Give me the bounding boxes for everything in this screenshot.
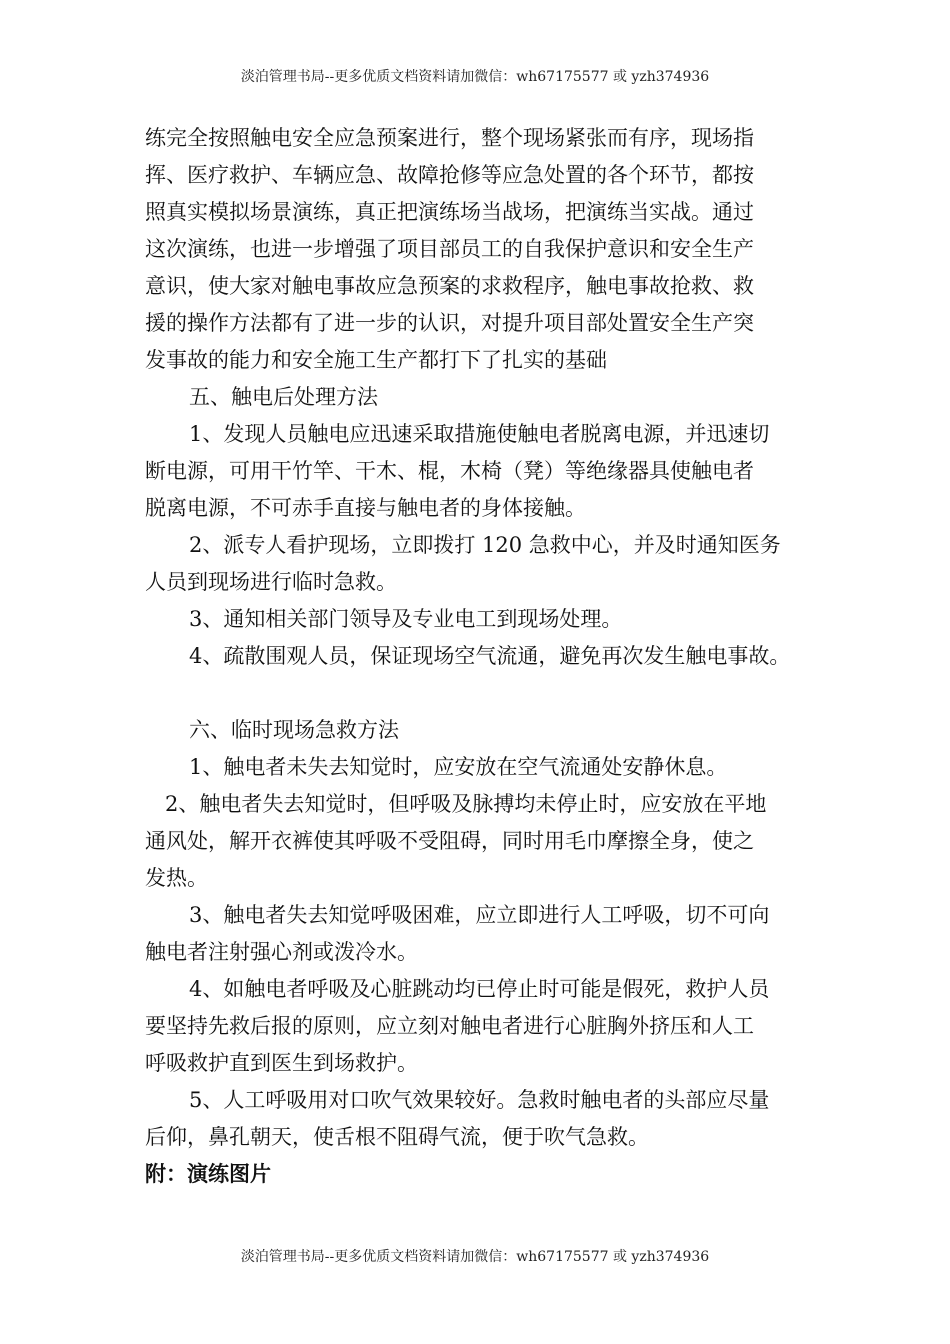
text-line: 练完全按照触电安全应急预案进行，整个现场紧张而有序，现场指 [145,126,754,150]
text-line: 呼吸救护直到医生到场救护。 [145,1051,418,1075]
text-line: 断电源，可用干竹竿、干木、棍，木椅（凳）等绝缘器具使触电者 [145,459,754,483]
text-line: 2、派专人看护现场，立即拨打 120 急救中心，并及时通知医务 [189,533,781,557]
text-line: 3、通知相关部门领导及专业电工到现场处理。 [189,607,623,631]
text-line: 援的操作方法都有了进一步的认识，对提升项目部处置安全生产突 [145,311,754,335]
text-line: 后仰，鼻孔朝天，使舌根不阻碍气流，便于吹气急救。 [145,1125,649,1149]
text-line: 人员到现场进行临时急救。 [145,570,397,594]
page-header: 淡泊管理书局--更多优质文档资料请加微信：wh67175577 或 yzh374936 [240,69,710,85]
text-line: 通风处，解开衣裤使其呼吸不受阻碍，同时用毛巾摩擦全身，使之 [145,829,754,853]
text-line: 4、如触电者呼吸及心脏跳动均已停止时可能是假死，救护人员 [189,977,770,1001]
text-line: 这次演练，也进一步增强了项目部员工的自我保护意识和安全生产 [145,237,754,261]
text-line: 触电者注射强心剂或泼冷水。 [145,940,418,964]
text-line: 意识，使大家对触电事故应急预案的求救程序，触电事故抢救、救 [145,274,754,298]
text-line: 1、触电者未失去知觉时，应安放在空气流通处安静休息。 [189,755,728,779]
text-line: 脱离电源，不可赤手直接与触电者的身体接触。 [145,496,586,520]
text-line: 照真实模拟场景演练，真正把演练场当战场，把演练当实战。通过 [145,200,754,224]
appendix-heading: 附：演练图片 [145,1162,271,1186]
text-line: 发事故的能力和安全施工生产都打下了扎实的基础 [145,348,607,372]
blank-line [145,675,815,712]
page-footer: 淡泊管理书局--更多优质文档资料请加微信：wh67175577 或 yzh374936 [240,1249,710,1265]
text-line: 3、触电者失去知觉呼吸困难，应立即进行人工呼吸，切不可向 [189,903,770,927]
text-line: 4、疏散围观人员，保证现场空气流通，避免再次发生触电事故。 [189,644,791,668]
text-line: 5、人工呼吸用对口吹气效果较好。急救时触电者的头部应尽量 [189,1088,770,1112]
text-line: 挥、医疗救护、车辆应急、故障抢修等应急处置的各个环节，都按 [145,163,754,187]
text-line: 要坚持先救后报的原则，应立刻对触电者进行心脏胸外挤压和人工 [145,1014,754,1038]
document-body [145,120,815,1193]
section-heading: 六、临时现场急救方法 [189,718,399,742]
section-heading: 五、触电后处理方法 [189,385,378,409]
text-line: 发热。 [145,866,208,890]
text-line: 2、触电者失去知觉时，但呼吸及脉搏均未停止时，应安放在平地 [165,792,767,816]
text-line: 1、发现人员触电应迅速采取措施使触电者脱离电源，并迅速切 [189,422,770,446]
